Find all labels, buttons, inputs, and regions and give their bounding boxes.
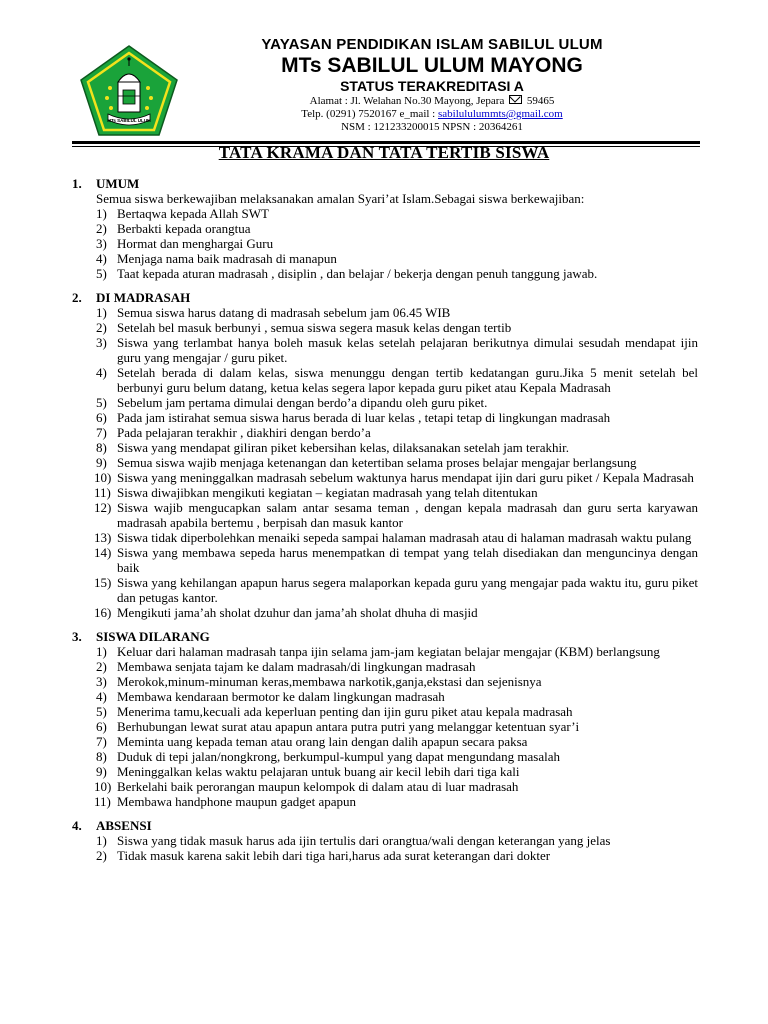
foundation-name: YAYASAN PENDIDIKAN ISLAM SABILUL ULUM	[261, 36, 603, 53]
list-item	[72, 644, 698, 659]
list-item-number: 6)	[96, 410, 107, 425]
list-item	[72, 251, 698, 266]
list-item	[72, 575, 698, 605]
section-heading	[72, 176, 698, 191]
list-item-text: Mengikuti jama’ah sholat dzuhur dan jama’ah sholat dhuha di masjid	[117, 605, 478, 620]
section-number: 1.	[72, 176, 82, 191]
section-heading-text: ABSENSI	[96, 818, 152, 833]
list-item	[72, 425, 698, 440]
list-item	[72, 206, 698, 221]
list-item-number: 11)	[94, 794, 111, 809]
list-item-text: Bertaqwa kepada Allah SWT	[117, 206, 269, 221]
accreditation-status: STATUS TERAKREDITASI A	[340, 78, 524, 94]
list-item-text: Berhubungan lewat surat atau apapun antara putra putri yang melanggar ketentuan syar’i	[117, 719, 580, 734]
list-item-number: 2)	[96, 659, 107, 674]
list-item	[72, 470, 698, 485]
letterhead-text	[184, 36, 680, 134]
svg-text:MTs SABILUL ULUM: MTs SABILUL ULUM	[107, 118, 151, 123]
list-item-text: Siswa yang mendapat giliran piket kebersihan kelas, dilaksanakan setelah jam terakhir.	[117, 440, 569, 455]
list-item-number: 9)	[96, 455, 107, 470]
list-item-text: Sebelum jam pertama dimulai dengan berdo’a dipandu oleh guru piket.	[117, 395, 488, 410]
section-number: 2.	[72, 290, 82, 305]
list-item-text: Merokok,minum-minuman keras,membawa narkotik,ganja,ekstasi dan sejenisnya	[117, 674, 542, 689]
list-item-number: 7)	[96, 734, 107, 749]
list-item-number: 1)	[96, 644, 107, 659]
list-item-text: Berkelahi baik perorangan maupun kelompok di dalam atau di luar madrasah	[117, 779, 519, 794]
list-item-number: 9)	[96, 764, 107, 779]
section-number: 4.	[72, 818, 82, 833]
postal-code: 59465	[526, 95, 555, 107]
section	[72, 629, 698, 809]
rule-list	[72, 644, 698, 809]
list-item	[72, 734, 698, 749]
list-item	[72, 266, 698, 281]
list-item	[72, 719, 698, 734]
list-item	[72, 779, 698, 794]
list-item-text: Siswa wajib mengucapkan salam antar sesama teman , dengan kepala madrasah dan guru serta karyawan madrasah apabila bertemu , berpisah dan masuk kantor	[117, 500, 698, 530]
list-item-number: 5)	[96, 704, 107, 719]
list-item-number: 10)	[94, 779, 112, 794]
contact-line	[184, 108, 680, 121]
list-item	[72, 320, 698, 335]
list-item	[72, 395, 698, 410]
list-item	[72, 305, 698, 320]
list-item-number: 3)	[96, 236, 107, 251]
list-item	[72, 545, 698, 575]
list-item-number: 4)	[96, 689, 107, 704]
section-heading-text: SISWA DILARANG	[96, 629, 210, 644]
section-heading	[72, 818, 698, 833]
section-heading-text: DI MADRASAH	[96, 290, 191, 305]
list-item	[72, 848, 698, 863]
list-item-text: Berbakti kepada orangtua	[117, 221, 251, 236]
section	[72, 290, 698, 620]
list-item-number: 6)	[96, 719, 107, 734]
list-item-text: Siswa yang meninggalkan madrasah sebelum waktunya harus mendapat ijin dari guru piket / Kepala Madrasah	[117, 470, 694, 485]
list-item-text: Meninggalkan kelas waktu pelajaran untuk buang air kecil lebih dari tiga kali	[117, 764, 520, 779]
list-item-number: 3)	[96, 674, 107, 689]
list-item-number: 2)	[96, 221, 107, 236]
list-item	[72, 674, 698, 689]
list-item-text: Setelah berada di dalam kelas, siswa menunggu dengan tertib kedatangan guru.Jika 5 menit setelah bel berbunyi guru belum datang, ketua kelas segera lapor kepada guru piket atau Kepala Madrasah	[117, 365, 698, 395]
list-item-number: 16)	[94, 605, 112, 620]
list-item-text: Membawa handphone maupun gadget apapun	[117, 794, 356, 809]
section-heading	[72, 290, 698, 305]
list-item-number: 2)	[96, 320, 107, 335]
list-item-text: Siswa yang kehilangan apapun harus segera malaporkan kepada guru yang mengajar pada waktu itu, guru piket dan petugas kantor.	[117, 575, 698, 605]
list-item	[72, 794, 698, 809]
list-item-number: 15)	[94, 575, 112, 590]
list-item-text: Keluar dari halaman madrasah tanpa ijin selama jam-jam kegiatan belajar mengajar (KBM) berlangsung	[117, 644, 660, 659]
list-item-text: Siswa yang tidak masuk harus ada ijin tertulis dari orangtua/wali dengan keterangan yang jelas	[117, 833, 611, 848]
list-item-number: 11)	[94, 485, 111, 500]
list-item-number: 5)	[96, 395, 107, 410]
list-item-text: Membawa kendaraan bermotor ke dalam lingkungan madrasah	[117, 689, 445, 704]
list-item	[72, 335, 698, 365]
list-item	[72, 764, 698, 779]
list-item-number: 1)	[96, 833, 107, 848]
list-item-number: 12)	[94, 500, 112, 515]
rule-list	[72, 833, 698, 863]
rule-list	[72, 305, 698, 620]
list-item-number: 1)	[96, 206, 107, 221]
list-item-text: Membawa senjata tajam ke dalam madrasah/di lingkungan madrasah	[117, 659, 476, 674]
list-item-text: Setelah bel masuk berbunyi , semua siswa segera masuk kelas dengan tertib	[117, 320, 512, 335]
section-heading	[72, 629, 698, 644]
list-item-text: Pada pelajaran terakhir , diakhiri dengan berdo’a	[117, 425, 371, 440]
list-item	[72, 689, 698, 704]
list-item	[72, 440, 698, 455]
list-item-text: Taat kepada aturan madrasah , disiplin , dan belajar / bekerja dengan penuh tanggung jawab.	[117, 266, 598, 281]
list-item-number: 1)	[96, 305, 107, 320]
list-item-number: 13)	[94, 530, 112, 545]
list-item-number: 4)	[96, 365, 107, 380]
school-name: MTs SABILUL ULUM MAYONG	[281, 54, 583, 77]
rule-list	[72, 206, 698, 281]
section-number: 3.	[72, 629, 82, 644]
section-intro: Semua siswa berkewajiban melaksanakan amalan Syari’at Islam.Sebagai siswa berkewajiban:	[96, 191, 585, 206]
document-title: TATA KRAMA DAN TATA TERTIB SISWA	[218, 143, 550, 162]
list-item	[72, 365, 698, 395]
list-item-number: 3)	[96, 335, 107, 350]
list-item	[72, 500, 698, 530]
list-item	[72, 455, 698, 470]
list-item	[72, 410, 698, 425]
list-item-number: 10)	[94, 470, 112, 485]
list-item	[72, 530, 698, 545]
list-item	[72, 704, 698, 719]
list-item-text: Duduk di tepi jalan/nongkrong, berkumpul-kumpul yang dapat mengundang masalah	[117, 749, 560, 764]
list-item-text: Siswa tidak diperbolehkan menaiki sepeda sampai halaman madrasah atau di halaman madrasah waktu pulang	[117, 530, 692, 545]
list-item-text: Menerima tamu,kecuali ada keperluan penting dan ijin guru piket atau kepala madrasah	[117, 704, 573, 719]
letterhead	[72, 36, 700, 140]
list-item-text: Meminta uang kepada teman atau orang lain dengan dalih apapun secara paksa	[117, 734, 528, 749]
list-item	[72, 659, 698, 674]
list-item-number: 8)	[96, 749, 107, 764]
school-logo	[78, 44, 180, 138]
email-link[interactable]: sabilululummts@gmail.com	[438, 108, 563, 120]
list-item-number: 5)	[96, 266, 107, 281]
envelope-icon	[509, 95, 522, 104]
list-item-text: Menjaga nama baik madrasah di manapun	[117, 251, 337, 266]
nsm-npsn-line: NSM : 121233200015 NPSN : 20364261	[341, 121, 523, 133]
list-item-number: 4)	[96, 251, 107, 266]
section	[72, 818, 698, 863]
list-item-text: Hormat dan menghargai Guru	[117, 236, 274, 251]
list-item-text: Semua siswa wajib menjaga ketenangan dan ketertiban selama proses belajar mengajar berlangsung	[117, 455, 637, 470]
section-heading-text: UMUM	[96, 176, 140, 191]
address-text: Alamat : Jl. Welahan No.30 Mayong, Jepara	[309, 95, 505, 107]
list-item-text: Semua siswa harus datang di madrasah sebelum jam 06.45 WIB	[117, 305, 451, 320]
address-line	[184, 95, 680, 108]
list-item	[72, 605, 698, 620]
list-item-number: 2)	[96, 848, 107, 863]
phone-text: Telp. (0291) 7520167 e_mail :	[301, 108, 436, 120]
list-item	[72, 221, 698, 236]
list-item	[72, 236, 698, 251]
list-item-number: 7)	[96, 425, 107, 440]
list-item	[72, 833, 698, 848]
section	[72, 176, 698, 281]
list-item-text: Pada jam istirahat semua siswa harus berada di luar kelas , tetapi tetap di lingkungan madrasah	[117, 410, 611, 425]
list-item-number: 8)	[96, 440, 107, 455]
list-item-number: 14)	[94, 545, 112, 560]
list-item-text: Tidak masuk karena sakit lebih dari tiga hari,harus ada surat keterangan dari dokter	[117, 848, 551, 863]
list-item	[72, 485, 698, 500]
list-item-text: Siswa yang terlambat hanya boleh masuk kelas setelah pelajaran berikutnya dimulai sesudah mendapat ijin guru yang mengajar / guru piket.	[117, 335, 698, 365]
list-item-text: Siswa yang membawa sepeda harus menempatkan di tempat yang telah disediakan dan menguncinya dengan baik	[117, 545, 698, 575]
document-body	[72, 176, 698, 872]
list-item-text: Siswa diwajibkan mengikuti kegiatan – kegiatan madrasah yang telah ditentukan	[117, 485, 538, 500]
list-item	[72, 749, 698, 764]
